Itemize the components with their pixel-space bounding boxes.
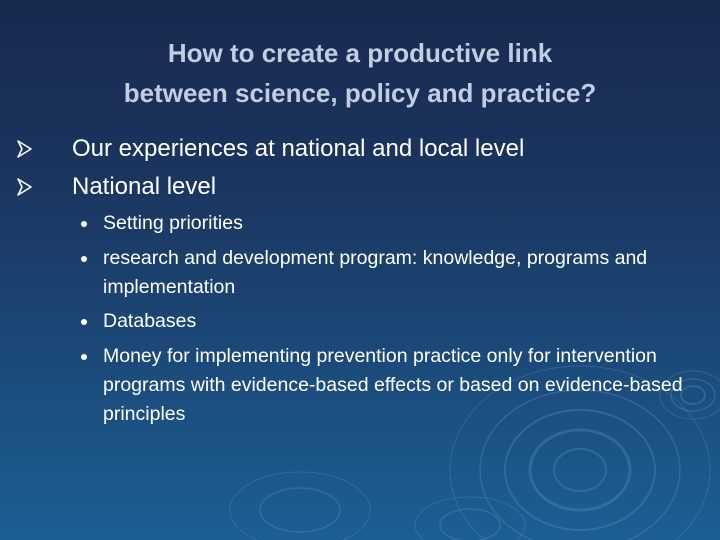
slide-title [40, 33, 680, 113]
sub-bullet-item [103, 342, 683, 429]
slide-title-line-1: How to create a productive link [167, 38, 553, 68]
sub-bullet-item [103, 209, 683, 238]
sub-bullet-text: Setting priorities [103, 212, 243, 234]
sub-bullet-text: Money for implementing prevention practice only for intervention programs with evidence-based effects or based on evidence-based principles [103, 345, 683, 425]
sub-bullet-item [103, 307, 683, 336]
slide-title-line-2: between science, policy and practice? [123, 78, 597, 108]
bullet-item [72, 130, 524, 168]
sub-bullet-text: research and development program: knowledge, programs and implementation [103, 247, 648, 298]
arrow-bullet-icon [16, 139, 34, 159]
round-bullet-icon [81, 354, 87, 360]
bullet-item [72, 168, 216, 206]
sub-bullet-item [103, 244, 683, 302]
arrow-bullet-icon [16, 177, 34, 197]
bullet-text: Our experiences at national and local level [72, 135, 525, 162]
sub-bullet-text: Databases [103, 310, 197, 332]
round-bullet-icon [81, 319, 87, 325]
bullet-text: National level [72, 173, 217, 200]
round-bullet-icon [81, 221, 87, 227]
round-bullet-icon [81, 256, 87, 262]
